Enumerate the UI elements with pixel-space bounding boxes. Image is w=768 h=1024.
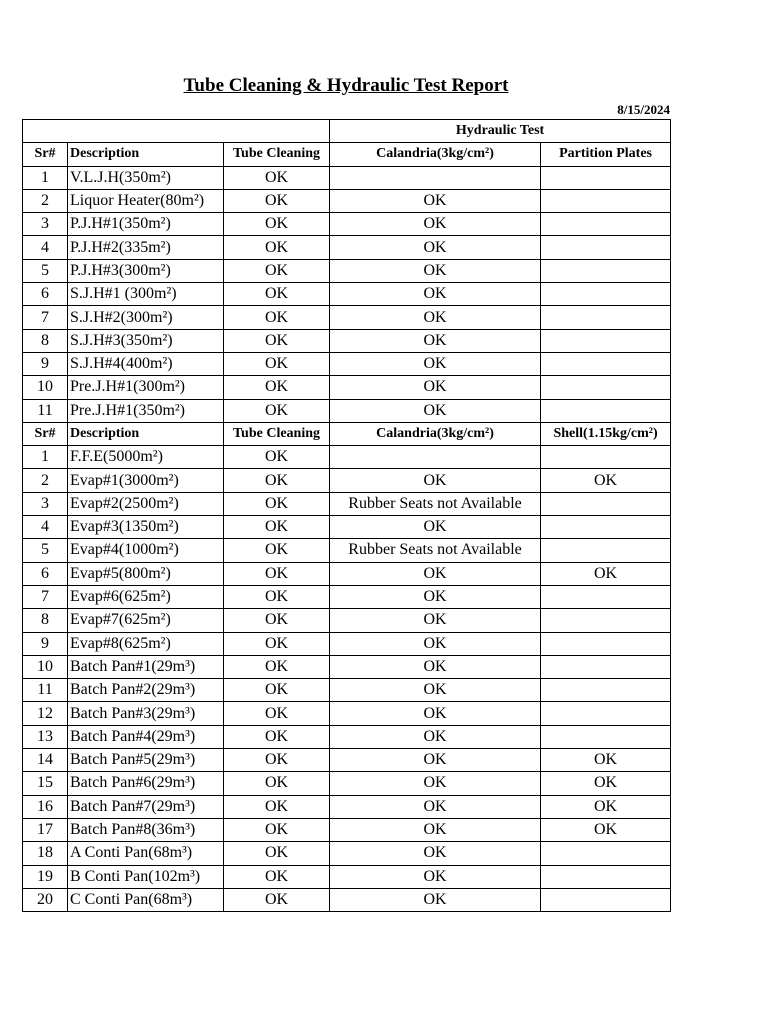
section2-header-row [23,422,671,445]
description-cell: A Conti Pan(68m³) [68,842,224,865]
table-row [23,679,671,702]
tube-cleaning-cell: OK [224,888,330,911]
table-row [23,609,671,632]
table-row [23,446,671,469]
sr-cell: 13 [23,725,68,748]
table-row [23,795,671,818]
last-col-cell [541,609,671,632]
table-row [23,259,671,282]
sr-header: Sr# [23,422,68,445]
calandria-cell: Rubber Seats not Available [330,492,541,515]
calandria-cell: OK [330,376,541,399]
tube-cleaning-cell: OK [224,609,330,632]
calandria-cell: OK [330,306,541,329]
tube-cleaning-cell: OK [224,376,330,399]
last-col-cell [541,842,671,865]
last-col-cell: OK [541,795,671,818]
tube-cleaning-cell: OK [224,213,330,236]
report-table [22,119,671,912]
sr-cell: 19 [23,865,68,888]
table-row [23,469,671,492]
tube-cleaning-cell: OK [224,492,330,515]
last-col-cell: OK [541,749,671,772]
last-col-cell [541,446,671,469]
table-row [23,492,671,515]
calandria-cell: OK [330,609,541,632]
description-cell: S.J.H#4(400m²) [68,352,224,375]
sr-cell: 10 [23,376,68,399]
description-cell: Pre.J.H#1(300m²) [68,376,224,399]
sr-cell: 3 [23,213,68,236]
tube-cleaning-cell: OK [224,632,330,655]
sr-cell: 20 [23,888,68,911]
calandria-cell: OK [330,352,541,375]
report-date: 8/15/2024 [617,102,670,117]
last-col-cell [541,865,671,888]
last-col-cell [541,213,671,236]
last-col-cell [541,679,671,702]
table-row [23,516,671,539]
sr-cell: 2 [23,469,68,492]
tube-cleaning-cell: OK [224,166,330,189]
sr-cell: 6 [23,562,68,585]
calandria-cell: OK [330,725,541,748]
description-cell: Evap#3(1350m²) [68,516,224,539]
table-row [23,189,671,212]
tube-cleaning-cell: OK [224,818,330,841]
description-cell: C Conti Pan(68m³) [68,888,224,911]
tube-cleaning-cell: OK [224,283,330,306]
table-row [23,283,671,306]
description-cell: Pre.J.H#1(350m²) [68,399,224,422]
description-header: Description [68,143,224,166]
sr-cell: 11 [23,399,68,422]
sr-cell: 8 [23,609,68,632]
last-col-cell [541,399,671,422]
table-row [23,352,671,375]
table-row [23,772,671,795]
description-cell: Liquor Heater(80m²) [68,189,224,212]
sr-cell: 9 [23,352,68,375]
calandria-cell: Rubber Seats not Available [330,539,541,562]
last-col-cell [541,329,671,352]
last-col-cell [541,585,671,608]
description-cell: Evap#5(800m²) [68,562,224,585]
description-cell: Batch Pan#7(29m³) [68,795,224,818]
tube-cleaning-cell: OK [224,352,330,375]
tube-cleaning-cell: OK [224,725,330,748]
calandria-cell: OK [330,655,541,678]
last-col-cell [541,259,671,282]
last-col-cell [541,306,671,329]
description-cell: B Conti Pan(102m³) [68,865,224,888]
description-cell: Batch Pan#4(29m³) [68,725,224,748]
description-cell: S.J.H#3(350m²) [68,329,224,352]
calandria-cell: OK [330,213,541,236]
tube-cleaning-cell: OK [224,399,330,422]
hydraulic-test-header: Hydraulic Test [330,120,671,143]
calandria-header: Calandria(3kg/cm²) [330,143,541,166]
description-cell: Batch Pan#2(29m³) [68,679,224,702]
sr-cell: 2 [23,189,68,212]
table-row [23,865,671,888]
sr-cell: 8 [23,329,68,352]
table-row [23,213,671,236]
calandria-header: Calandria(3kg/cm²) [330,422,541,445]
tube-cleaning-cell: OK [224,562,330,585]
last-col-cell [541,352,671,375]
last-col-cell [541,655,671,678]
description-cell: Evap#4(1000m²) [68,539,224,562]
report-table-body [23,120,671,912]
sr-cell: 17 [23,818,68,841]
sr-cell: 1 [23,446,68,469]
description-cell: P.J.H#3(300m²) [68,259,224,282]
last-col-cell [541,189,671,212]
calandria-cell: OK [330,865,541,888]
calandria-cell: OK [330,189,541,212]
description-cell: P.J.H#1(350m²) [68,213,224,236]
table-row [23,655,671,678]
description-cell: Batch Pan#1(29m³) [68,655,224,678]
tube-cleaning-cell: OK [224,469,330,492]
calandria-cell: OK [330,795,541,818]
sr-cell: 14 [23,749,68,772]
sr-cell: 16 [23,795,68,818]
sr-cell: 12 [23,702,68,725]
calandria-cell: OK [330,585,541,608]
table-row [23,166,671,189]
tube-cleaning-cell: OK [224,306,330,329]
table-row [23,749,671,772]
tube-cleaning-cell: OK [224,329,330,352]
last-col-cell [541,725,671,748]
description-cell: S.J.H#2(300m²) [68,306,224,329]
last-col-cell [541,283,671,306]
calandria-cell: OK [330,772,541,795]
calandria-cell: OK [330,702,541,725]
sr-cell: 10 [23,655,68,678]
last-col-cell: OK [541,772,671,795]
description-cell: P.J.H#2(335m²) [68,236,224,259]
last-col-cell [541,539,671,562]
tube-cleaning-header: Tube Cleaning [224,422,330,445]
table-row [23,818,671,841]
sr-cell: 1 [23,166,68,189]
tube-cleaning-header: Tube Cleaning [224,143,330,166]
table-row [23,399,671,422]
description-cell: F.F.E(5000m²) [68,446,224,469]
tube-cleaning-cell: OK [224,679,330,702]
tube-cleaning-cell: OK [224,842,330,865]
group-header-spacer [23,120,330,143]
description-header: Description [68,422,224,445]
table-row [23,236,671,259]
calandria-cell: OK [330,469,541,492]
last-col-cell [541,376,671,399]
calandria-cell: OK [330,562,541,585]
tube-cleaning-cell: OK [224,655,330,678]
tube-cleaning-cell: OK [224,772,330,795]
sr-cell: 4 [23,516,68,539]
description-cell: Evap#7(625m²) [68,609,224,632]
last-col-header: Shell(1.15kg/cm²) [541,422,671,445]
calandria-cell: OK [330,283,541,306]
tube-cleaning-cell: OK [224,539,330,562]
table-row [23,888,671,911]
calandria-cell: OK [330,888,541,911]
tube-cleaning-cell: OK [224,795,330,818]
last-col-cell [541,492,671,515]
table-row [23,376,671,399]
tube-cleaning-cell: OK [224,236,330,259]
description-cell: Evap#2(2500m²) [68,492,224,515]
sr-cell: 15 [23,772,68,795]
sr-cell: 3 [23,492,68,515]
description-cell: Batch Pan#5(29m³) [68,749,224,772]
last-col-cell: OK [541,469,671,492]
description-cell: Evap#6(625m²) [68,585,224,608]
table-row [23,702,671,725]
tube-cleaning-cell: OK [224,259,330,282]
description-cell: Evap#8(625m²) [68,632,224,655]
description-cell: S.J.H#1 (300m²) [68,283,224,306]
last-col-cell: OK [541,818,671,841]
tube-cleaning-cell: OK [224,702,330,725]
last-col-cell [541,516,671,539]
sr-cell: 9 [23,632,68,655]
tube-cleaning-cell: OK [224,446,330,469]
calandria-cell [330,446,541,469]
description-cell: Evap#1(3000m²) [68,469,224,492]
calandria-cell: OK [330,818,541,841]
section1-header-row [23,143,671,166]
table-row [23,562,671,585]
description-cell: V.L.J.H(350m²) [68,166,224,189]
calandria-cell [330,166,541,189]
last-col-cell: OK [541,562,671,585]
table-row [23,329,671,352]
sr-cell: 7 [23,585,68,608]
sr-cell: 4 [23,236,68,259]
sr-cell: 7 [23,306,68,329]
description-cell: Batch Pan#6(29m³) [68,772,224,795]
description-cell: Batch Pan#8(36m³) [68,818,224,841]
sr-cell: 5 [23,259,68,282]
table-row [23,842,671,865]
last-col-cell [541,166,671,189]
sr-cell: 6 [23,283,68,306]
sr-cell: 11 [23,679,68,702]
calandria-cell: OK [330,679,541,702]
calandria-cell: OK [330,842,541,865]
description-cell: Batch Pan#3(29m³) [68,702,224,725]
table-row [23,539,671,562]
tube-cleaning-cell: OK [224,865,330,888]
calandria-cell: OK [330,749,541,772]
sr-header: Sr# [23,143,68,166]
calandria-cell: OK [330,259,541,282]
calandria-cell: OK [330,329,541,352]
calandria-cell: OK [330,632,541,655]
last-col-cell [541,702,671,725]
calandria-cell: OK [330,399,541,422]
table-row [23,632,671,655]
calandria-cell: OK [330,516,541,539]
last-col-cell [541,236,671,259]
table-row [23,725,671,748]
tube-cleaning-cell: OK [224,189,330,212]
sr-cell: 5 [23,539,68,562]
last-col-cell [541,632,671,655]
tube-cleaning-cell: OK [224,585,330,608]
report-title: Tube Cleaning & Hydraulic Test Report [183,75,509,96]
sr-cell: 18 [23,842,68,865]
last-col-cell [541,888,671,911]
group-header-row [23,120,671,143]
table-row [23,585,671,608]
calandria-cell: OK [330,236,541,259]
last-col-header: Partition Plates [541,143,671,166]
table-row [23,306,671,329]
tube-cleaning-cell: OK [224,749,330,772]
tube-cleaning-cell: OK [224,516,330,539]
